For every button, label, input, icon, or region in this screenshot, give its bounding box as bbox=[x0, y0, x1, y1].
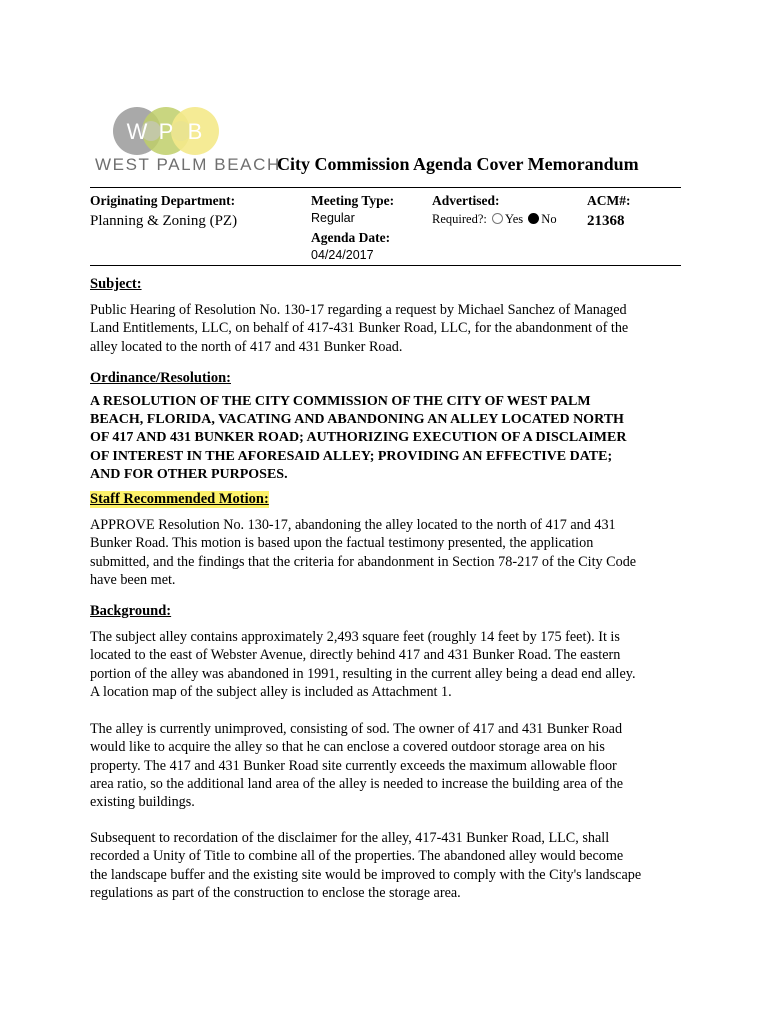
header-bottom-rule bbox=[90, 265, 681, 266]
acm-value: 21368 bbox=[587, 213, 625, 229]
background-line: Subsequent to recordation of the disclaimer for the alley, 417-431 Bunker Road, LLC, shall bbox=[90, 830, 610, 846]
background-line: recorded a Unity of Title to combine all of the properties. The abandoned alley would become bbox=[90, 848, 624, 865]
subject-line: alley located to the north of 417 and 431 Bunker Road. bbox=[90, 338, 403, 355]
motion-heading: Staff Recommended Motion: bbox=[90, 491, 269, 507]
motion-line: submitted, and the findings that the criteria for abandonment in Section 78-217 of the City Code bbox=[90, 553, 637, 570]
ordinance-line: BEACH, FLORIDA, VACATING AND ABANDONING AN ALLEY LOCATED NORTH bbox=[90, 412, 624, 428]
background-paragraph bbox=[90, 628, 685, 701]
background-paragraph bbox=[90, 720, 685, 811]
background-line: A location map of the subject alley is included as Attachment 1. bbox=[90, 683, 452, 700]
background-line: existing buildings. bbox=[90, 794, 195, 811]
yes-label: Yes bbox=[504, 212, 524, 226]
background-line: would like to acquire the alley so that he can enclose a covered outdoor storage area on his bbox=[90, 739, 605, 756]
logo-letter-p: P bbox=[158, 119, 174, 144]
ordinance-text bbox=[90, 393, 685, 484]
subject-text bbox=[90, 301, 685, 356]
ordinance-line: OF INTEREST IN THE AFORESAID ALLEY; PROVIDING AN EFFECTIVE DATE; bbox=[90, 448, 613, 464]
ordinance-heading: Ordinance/Resolution: bbox=[90, 370, 231, 386]
background-line: The alley is currently unimproved, consisting of sod. The owner of 417 and 431 Bunker Road bbox=[90, 721, 623, 737]
ordinance-line: AND FOR OTHER PURPOSES. bbox=[90, 466, 288, 482]
background-line: portion of the alley was abandoned in 1991, resulting in the current alley being a dead end alley. bbox=[90, 665, 636, 682]
advertised-label: Advertised: bbox=[432, 193, 500, 208]
motion-line: Bunker Road. This motion is based upon the factual testimony presented, the application bbox=[90, 535, 594, 552]
subject-line: Public Hearing of Resolution No. 130-17 regarding a request by Michael Sanchez of Managed bbox=[90, 302, 627, 318]
background-line: located to the east of Webster Avenue, directly behind 417 and 431 Bunker Road. The eastern bbox=[90, 647, 621, 664]
background-line: The subject alley contains approximately 2,493 square feet (roughly 14 feet by 175 feet). It is bbox=[90, 629, 620, 645]
no-label: No bbox=[541, 212, 557, 226]
meeting-type-value: Regular bbox=[311, 211, 355, 225]
subject-line: Land Entitlements, LLC, on behalf of 417-431 Bunker Road, LLC, for the abandonment of the bbox=[90, 320, 629, 337]
background-line: property. The 417 and 431 Bunker Road site currently exceeds the maximum allowable floor bbox=[90, 757, 617, 774]
header-top-rule bbox=[90, 187, 681, 188]
agenda-date-label: Agenda Date: bbox=[311, 230, 391, 245]
background-line: regulations as part of the construction to enclose the storage area. bbox=[90, 884, 461, 901]
advertised-required-row bbox=[432, 212, 557, 227]
logo-letter-b: B bbox=[187, 119, 203, 144]
motion-line: have been met. bbox=[90, 571, 176, 588]
background-heading: Background: bbox=[90, 603, 172, 619]
required-label: Required?: bbox=[432, 212, 487, 226]
ordinance-line: A RESOLUTION OF THE CITY COMMISSION OF THE CITY OF WEST PALM bbox=[90, 394, 591, 409]
motion-text bbox=[90, 516, 685, 589]
ordinance-line: OF 417 AND 431 BUNKER ROAD; AUTHORIZING EXECUTION OF A DISCLAIMER bbox=[90, 430, 627, 446]
yes-radio-icon[interactable] bbox=[492, 213, 503, 224]
agenda-date-value: 04/24/2017 bbox=[311, 248, 374, 262]
logo-org-name: WEST PALM BEACH bbox=[95, 155, 281, 174]
motion-line: APPROVE Resolution No. 130-17, abandoning the alley located to the north of 417 and 431 bbox=[90, 517, 616, 533]
originating-label: Originating Department: bbox=[90, 193, 236, 208]
memo-title: City Commission Agenda Cover Memorandum bbox=[277, 154, 639, 174]
logo-letter-w: W bbox=[126, 119, 148, 144]
originating-value: Planning & Zoning (PZ) bbox=[90, 213, 238, 229]
background-paragraph bbox=[90, 829, 685, 902]
acm-label: ACM#: bbox=[587, 193, 631, 208]
meeting-type-label: Meeting Type: bbox=[311, 193, 395, 208]
no-radio-icon[interactable] bbox=[528, 213, 539, 224]
subject-heading: Subject: bbox=[90, 276, 142, 292]
background-line: area ratio, so the additional land area of the alley is needed to increase the building area of the bbox=[90, 775, 623, 792]
background-line: the landscape buffer and the existing site would be improved to comply with the City's landscape bbox=[90, 866, 642, 883]
